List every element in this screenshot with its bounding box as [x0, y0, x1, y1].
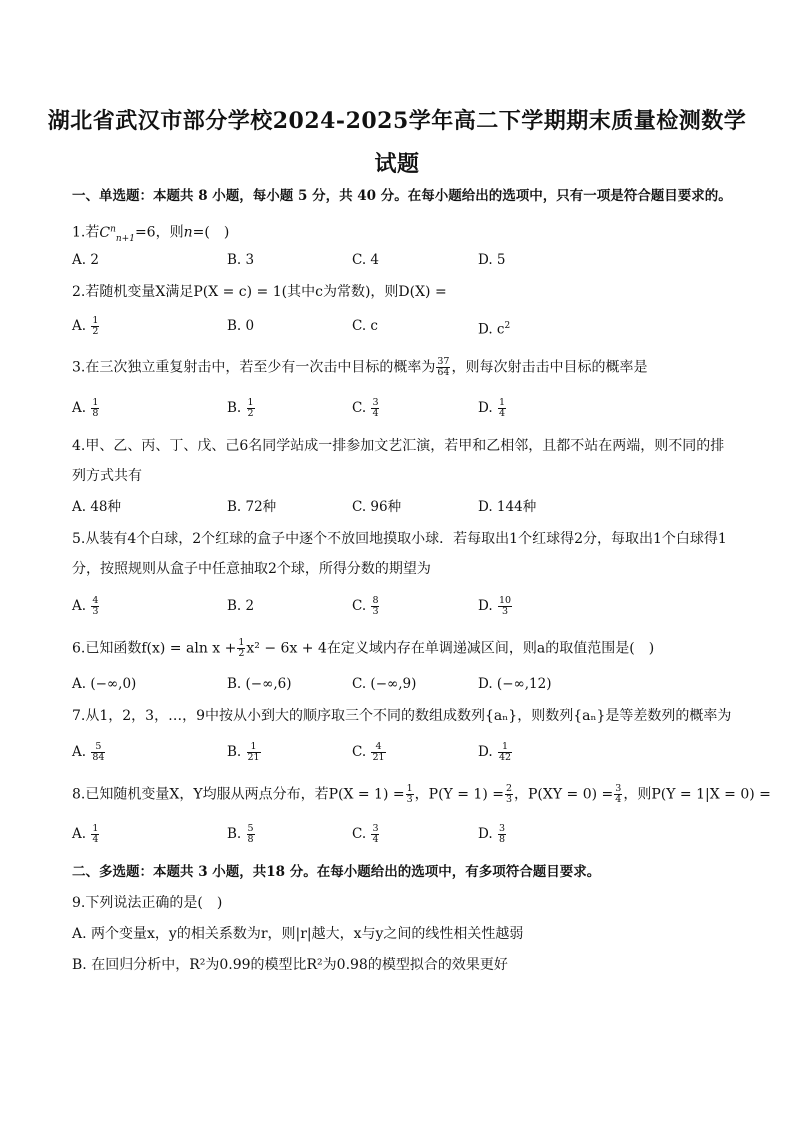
question-4-line1: 4.甲、乙、丙、丁、戊、己6名同学站成一排参加文艺汇演，若甲和乙相邻，且都不站在两端，则不同的排 [72, 438, 725, 454]
question-5-line1: 5.从装有4个白球，2个红球的盒子中逐个不放回地摸取小球．若每取出1个红球得2分，每取出1个白球得1 [72, 531, 727, 547]
q8-option-b: B. $\frac{5}{8}$ [227, 823, 254, 845]
question-5-line2: 分，按照规则从盒子中任意抽取2个球，所得分数的期望为 [72, 561, 431, 577]
q6-option-b: B. (−∞,6) [227, 676, 292, 692]
q6-option-d: D. (−∞,12) [478, 676, 552, 692]
page-title-line2: 试题 [374, 151, 420, 177]
q2-option-d: D. $c^2$ [478, 321, 511, 338]
q1-option-d: D. 5 [478, 252, 506, 268]
q7-option-a: A. $\frac{5}{84}$ [72, 741, 105, 763]
q5-option-b: B. 2 [227, 598, 255, 614]
q4-option-a: A. 48种 [72, 499, 122, 515]
q3-option-d: D. $\frac{1}{4}$ [478, 397, 505, 419]
q7-option-d: D. $\frac{1}{42}$ [478, 741, 512, 763]
q6-option-c: C. (−∞,9) [352, 676, 417, 692]
combination-symbol: $C^n_{n+1}$ [99, 224, 135, 244]
question-3: 3.在三次独立重复射击中，若至少有一次击中目标的概率为 $\frac{37}{64}$ ，则每次射击击中目标的概率是 [72, 356, 648, 378]
question-4-line2: 列方式共有 [72, 468, 142, 484]
q2-option-a: A. $\frac{1}{2}$ [72, 315, 99, 337]
question-9: 9.下列说法正确的是( ) [72, 895, 223, 911]
section-multiple-choice: 二、多选题：本题共 3 小题，共18 分。在每小题给出的选项中，有多项符合题目要求。 [72, 864, 601, 880]
q9-option-b: B. 在回归分析中，R²为0.99的模型比R²为0.98的模型拟合的效果更好 [72, 957, 508, 973]
q7-option-b: B. $\frac{1}{21}$ [227, 741, 260, 763]
q6-option-a: A. (−∞,0) [72, 676, 137, 692]
question-1: 1.若$C^n_{n+1}=6$，则n=( ) [72, 224, 230, 244]
q4-option-d: D. 144种 [478, 499, 537, 515]
q8-option-d: D. $\frac{3}{8}$ [478, 823, 505, 845]
q7-option-c: C. $\frac{4}{21}$ [352, 741, 385, 763]
q3-option-b: B. $\frac{1}{2}$ [227, 397, 254, 419]
q5-option-d: D. $\frac{10}{3}$ [478, 595, 512, 617]
q8-option-c: C. $\frac{3}{4}$ [352, 823, 379, 845]
q1-option-b: B. 3 [227, 252, 255, 268]
q2-option-c: C. c [352, 318, 378, 334]
q5-option-c: C. $\frac{8}{3}$ [352, 595, 379, 617]
q4-option-b: B. 72种 [227, 499, 277, 515]
q1-option-c: C. 4 [352, 252, 380, 268]
question-8: 8.已知随机变量X，Y均服从两点分布，若P(X = 1) = $\frac{1}{3}$ ，P(Y = 1) = $\frac{2}{3}$ ，P(XY = 0) = $\frac{3}{4}$ ，则P(Y = 1|X = 0) = [72, 783, 771, 805]
q5-option-a: A. $\frac{4}{3}$ [72, 595, 99, 617]
question-2: 2.若随机变量X满足P(X = c) = 1(其中c为常数)，则D(X) = [72, 284, 447, 300]
q8-option-a: A. $\frac{1}{4}$ [72, 823, 99, 845]
q1-option-a: A. 2 [72, 252, 99, 268]
q2-option-b: B. 0 [227, 318, 255, 334]
q9-option-a: A. 两个变量x，y的相关系数为r，则|r|越大，x与y之间的线性相关性越弱 [72, 926, 524, 942]
q3-option-a: A. $\frac{1}{8}$ [72, 397, 99, 419]
question-7: 7.从1，2，3，…，9中按从小到大的顺序取三个不同的数组成数列{aₙ}，则数列{aₙ}是等差数列的概率为 [72, 708, 732, 724]
section-single-choice: 一、单选题：本题共 8 小题，每小题 5 分，共 40 分。在每小题给出的选项中，只有一项是符合题目要求的。 [72, 188, 732, 204]
q4-option-c: C. 96种 [352, 499, 402, 515]
page-title: 湖北省武汉市部分学校2024-2025学年高二下学期期末质量检测数学 [47, 108, 747, 134]
q3-option-c: C. $\frac{3}{4}$ [352, 397, 379, 419]
question-6: 6.已知函数f(x) = aln x + $\frac{1}{2}$ x² − 6x + 4在定义域内存在单调递减区间，则a的取值范围是( ) [72, 637, 655, 659]
